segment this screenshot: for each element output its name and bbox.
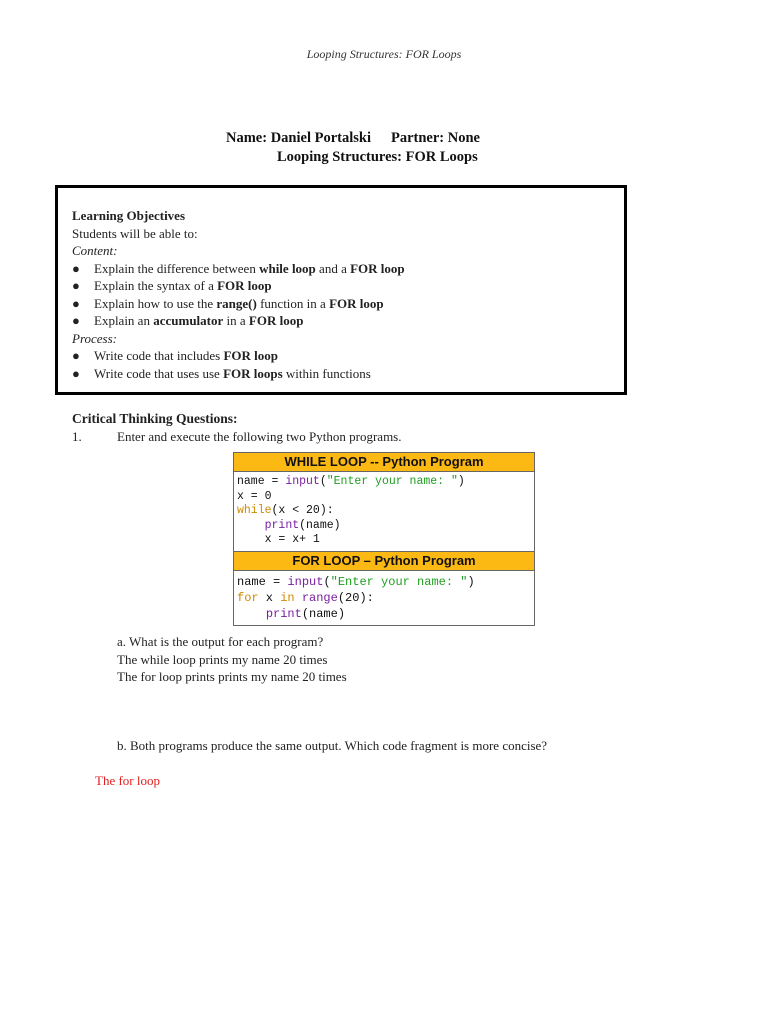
question-1-number: 1.: [72, 429, 82, 444]
process-objective-text: Write code that includes FOR loop: [94, 348, 278, 363]
bullet-icon: ●: [72, 313, 80, 328]
process-objective-1: [72, 347, 405, 365]
content-objective-2: [72, 277, 405, 295]
content-objective-1: [72, 260, 405, 278]
content-objective-text: Explain the difference between while loop and a FOR loop: [94, 260, 405, 276]
running-header: Looping Structures: FOR Loops: [306, 47, 462, 61]
code-line: print(name): [265, 606, 346, 621]
content-objective-text: Explain the syntax of a FOR loop: [94, 278, 272, 293]
question-a: [117, 633, 347, 686]
content-label: Content:: [72, 243, 118, 258]
document-title: Looping Structures: FOR Loops: [277, 149, 478, 165]
for-loop-code: [234, 571, 534, 625]
question-b: b. Both programs produce the same output. Which code fragment is more concise?: [117, 738, 548, 753]
code-line: x = x+ 1: [237, 533, 320, 546]
question-1-text: Enter and execute the following two Python programs.: [117, 429, 402, 444]
code-line: name = input("Enter your name: "): [237, 475, 465, 488]
answer-b: The for loop: [95, 773, 160, 788]
code-line: name = input("Enter your name: "): [237, 574, 475, 589]
process-objective-text: Write code that uses use FOR loops within functions: [94, 365, 371, 381]
process-objectives-list: [72, 347, 405, 382]
bullet-icon: ●: [72, 260, 80, 276]
content-objective-text: Explain how to use the range() function in a FOR loop: [94, 295, 384, 311]
code-line: for x in range(20):: [237, 590, 374, 605]
code-comparison-table: [233, 452, 535, 626]
objectives-heading: Learning Objectives: [72, 208, 186, 223]
content-objectives-list: [72, 260, 405, 330]
question-1: [72, 429, 402, 445]
learning-objectives-box: [55, 185, 627, 395]
answer-a-line-2: The for loop prints prints my name 20 times: [117, 669, 347, 684]
name-line: [226, 130, 480, 147]
bullet-icon: ●: [72, 295, 80, 311]
for-loop-header: FOR LOOP – Python Program: [234, 551, 534, 571]
code-line: while(x < 20):: [237, 504, 334, 517]
student-name: Name: Daniel Portalski: [226, 130, 371, 146]
bullet-icon: ●: [72, 278, 80, 293]
code-line: print(name): [264, 518, 341, 532]
answer-a-line-1: The while loop prints my name 20 times: [117, 651, 328, 667]
partner-name: Partner: None: [390, 130, 480, 146]
bullet-icon: ●: [72, 348, 80, 363]
content-objective-4: [72, 312, 405, 330]
code-line: x = 0: [237, 489, 272, 503]
process-label: Process:: [72, 330, 118, 346]
while-loop-code: [234, 472, 534, 551]
bullet-icon: ●: [72, 365, 80, 381]
content-objective-text: Explain an accumulator in a FOR loop: [94, 313, 304, 328]
question-a-text: a. What is the output for each program?: [117, 634, 324, 649]
critical-thinking-heading: Critical Thinking Questions:: [72, 411, 238, 426]
content-objective-3: [72, 295, 405, 313]
while-loop-header: WHILE LOOP -- Python Program: [234, 453, 534, 472]
process-objective-2: [72, 365, 405, 383]
objectives-intro: Students will be able to:: [72, 225, 198, 241]
